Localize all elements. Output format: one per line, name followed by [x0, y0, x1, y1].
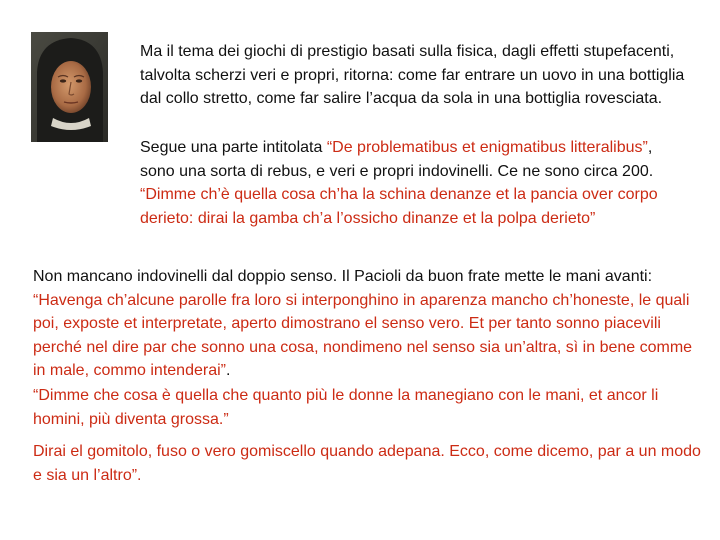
title-quote: “De problematibus et enigmatibus litteralibus”	[326, 139, 648, 156]
paragraph-intro-text: Ma il tema dei giochi di prestigio basati sulla fisica, dagli effetti stupefacenti, talvolta scherzi veri e propri, ritorna: come far entrare un uovo in una bottiglia dal collo stretto, come far salire l’acqua da sola in una bottiglia rovesciata.	[140, 43, 685, 107]
riddle-question-text: “Dimme che cosa è quella che quanto più le donne la manegiano con le mani, et ancor li homini, più diventa grossa.”	[33, 387, 659, 428]
riddle-answer	[33, 440, 705, 487]
pacioli-quote: “Havenga ch’alcune parolle fra loro si interponghino in aparenza mancho ch’honeste, le quali poi, exposte et interpretate, aperto dimostrano el senso vero. Et per tanto sonno piacevili perché nel dire par che sonno una cosa, nondimeno nel senso sia un’altra, sì in bene comme in male, commo intenderai”	[33, 291, 693, 379]
paragraph-enigmatibus-text-2: , sono una sorta di rebus, e veri e propri indovinelli. Ce ne sono circa 200.	[140, 139, 654, 180]
paragraph-intro	[140, 40, 685, 111]
riddle-quote: “Dimme ch’è quella cosa ch’ha la schina denanze et la pancia over corpo derieto: dirai la gamba ch’a l’ossicho dinanze et la polpa derieto”	[140, 186, 658, 227]
portrait-image	[31, 32, 108, 142]
riddle-question	[33, 384, 705, 431]
paragraph-double-sense	[33, 265, 705, 383]
paragraph-enigmatibus	[140, 136, 688, 230]
portrait-icon	[31, 32, 108, 142]
riddle-answer-text: Dirai el gomitolo, fuso o vero gomiscello quando adepana. Ecco, come dicemo, par a un modo e sia un l’altro”.	[33, 443, 701, 484]
paragraph-double-sense-text-2: .	[225, 362, 231, 379]
paragraph-double-sense-text-1: Non mancano indovinelli dal doppio senso. Il Pacioli da buon frate mette le mani avanti:	[33, 268, 653, 285]
paragraph-enigmatibus-text-1: Segue una parte intitolata	[140, 139, 327, 156]
